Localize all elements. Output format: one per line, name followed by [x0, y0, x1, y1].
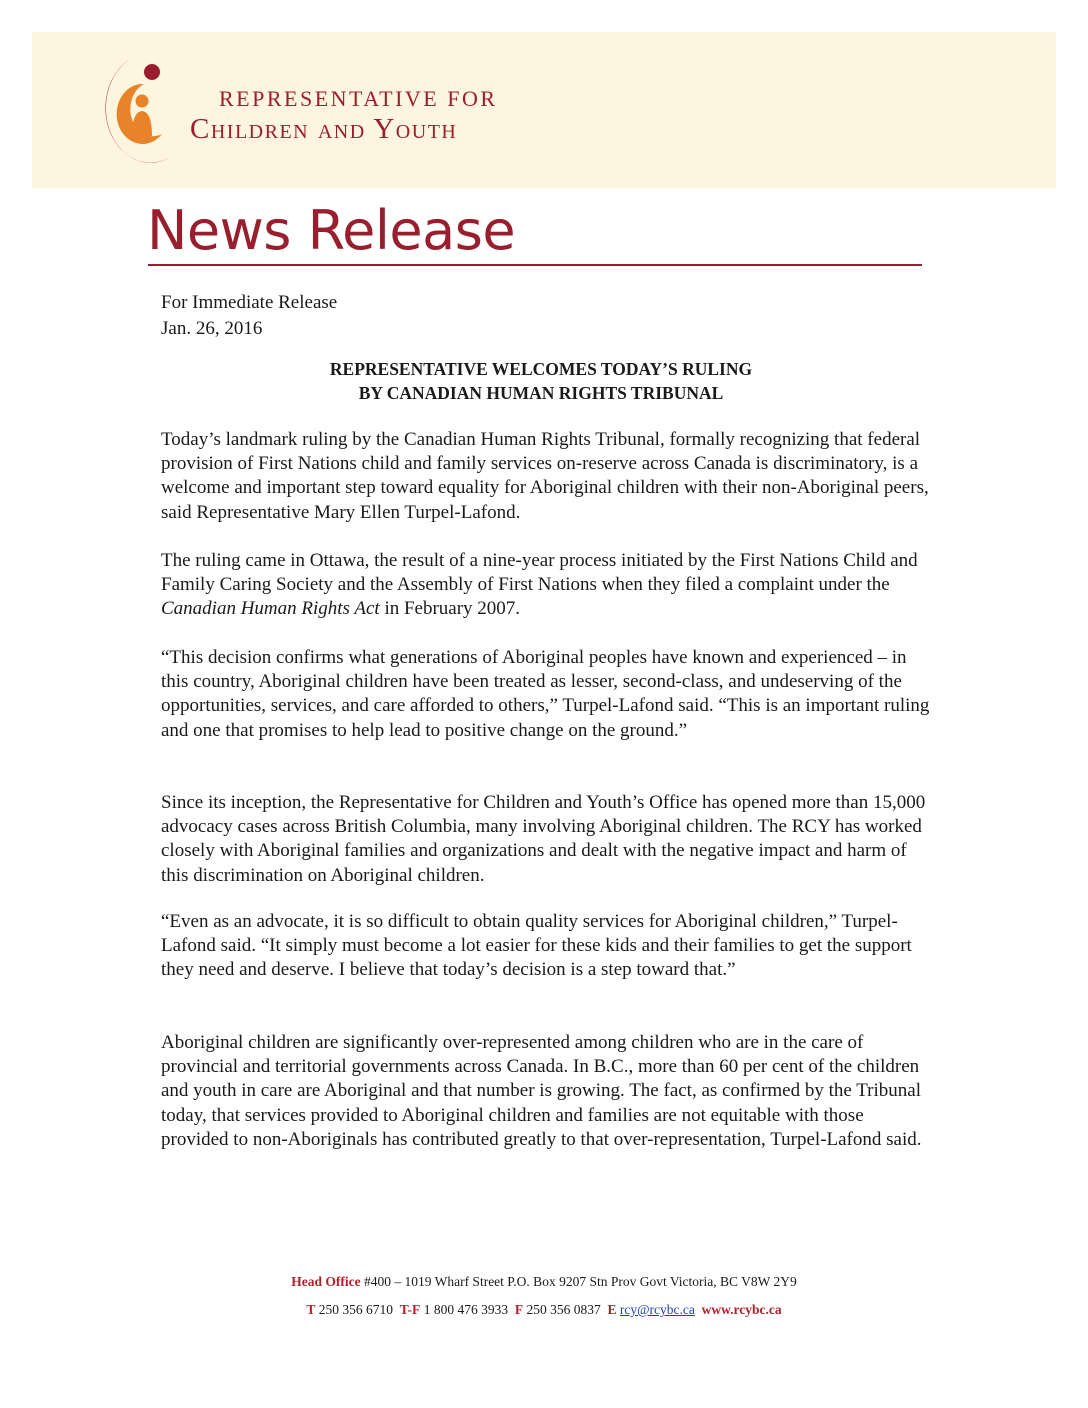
paragraph-4-text: Since its inception, the Representative for Children and Youth’s Office has opened more than 15,000 advocacy cases across British Columbia, many involving Aboriginal children. The RCY has worked closely with Aboriginal families and organizations and dealt with the negative impact and harm of this discrimination on Aboriginal children.	[161, 792, 926, 886]
organization-logo	[82, 56, 176, 168]
paragraph-6	[161, 1031, 931, 1152]
phone-number: 250 356 6710	[318, 1302, 394, 1317]
email-label: E	[607, 1302, 617, 1317]
act-title: Canadian Human Rights Act	[161, 598, 380, 620]
headline-line1: REPRESENTATIVE WELCOMES TODAY’S RULING	[329, 359, 753, 379]
head-office-label: Head Office	[291, 1274, 361, 1289]
paragraph-2-end: in February 2007.	[379, 598, 521, 620]
paragraph-6-text: Aboriginal children are significantly over-represented among children who are in the care of provincial and territorial governments across Canada. In B.C., more than 60 per cent of the children and youth in care are Aboriginal and that number is growing. The fact, as confirmed by the Tribunal today, that services provided to Aboriginal children and families are not equitable with those provided to non-Aboriginals has contributed greatly to that over-representation, Turpel-Lafond said.	[161, 1032, 922, 1150]
header-band	[32, 32, 1056, 188]
footer-address	[100, 1274, 988, 1290]
footer-contacts	[100, 1302, 988, 1318]
paragraph-1	[161, 428, 931, 525]
toll-free-label: T-F	[399, 1302, 421, 1317]
page-title: News Release	[147, 199, 516, 262]
title-divider	[148, 264, 922, 266]
head-office-address: #400 – 1019 Wharf Street P.O. Box 9207 Stn Prov Govt Victoria, BC V8W 2Y9	[363, 1274, 797, 1289]
paragraph-1-text: Today’s landmark ruling by the Canadian Human Rights Tribunal, formally recognizing that federal provision of First Nations child and family services on-reserve across Canada is discriminatory, is a welcome and important step toward equality for Aboriginal children with their non-Aboriginal peers, said Representative Mary Ellen Turpel-Lafond.	[161, 429, 929, 523]
release-date: Jan. 26, 2016	[161, 318, 263, 339]
toll-free-number: 1 800 476 3933	[423, 1302, 509, 1317]
org-name-line2: Children and Youth	[190, 113, 458, 145]
headline-line2: BY CANADIAN HUMAN RIGHTS TRIBUNAL	[358, 383, 724, 403]
website-link[interactable]: www.rcybc.ca	[701, 1302, 782, 1317]
paragraph-3-text: “This decision confirms what generations of Aboriginal peoples have known and experienced – in this country, Aboriginal children have been treated as lesser, second-class, and undeserving of the opportunities, services, and care afforded to others,” Turpel-Lafond said. “This is an important ruling and one that promises to help lead to positive change on the ground.”	[161, 647, 930, 741]
phone-label: T	[306, 1302, 316, 1317]
paragraph-4	[161, 791, 931, 888]
paragraph-5	[161, 910, 931, 983]
release-label: For Immediate Release	[161, 292, 338, 313]
fax-label: F	[514, 1302, 524, 1317]
email-link[interactable]: rcy@rcybc.ca	[619, 1302, 695, 1317]
paragraph-5-text: “Even as an advocate, it is so difficult to obtain quality services for Aboriginal children,” Turpel-Lafond said. “It simply must become a lot easier for these kids and their families to get the support they need and deserve. I believe that today’s decision is a step toward that.”	[161, 911, 912, 981]
fax-number: 250 356 0837	[526, 1302, 601, 1317]
org-name-line1: REPRESENTATIVE FOR	[219, 86, 498, 111]
paragraph-2-text: The ruling came in Ottawa, the result of a nine-year process initiated by the First Nations Child and Family Caring Society and the Assembly of First Nations when they filed a complaint under the	[161, 550, 918, 596]
paragraph-2	[161, 549, 931, 622]
paragraph-3	[161, 646, 931, 743]
